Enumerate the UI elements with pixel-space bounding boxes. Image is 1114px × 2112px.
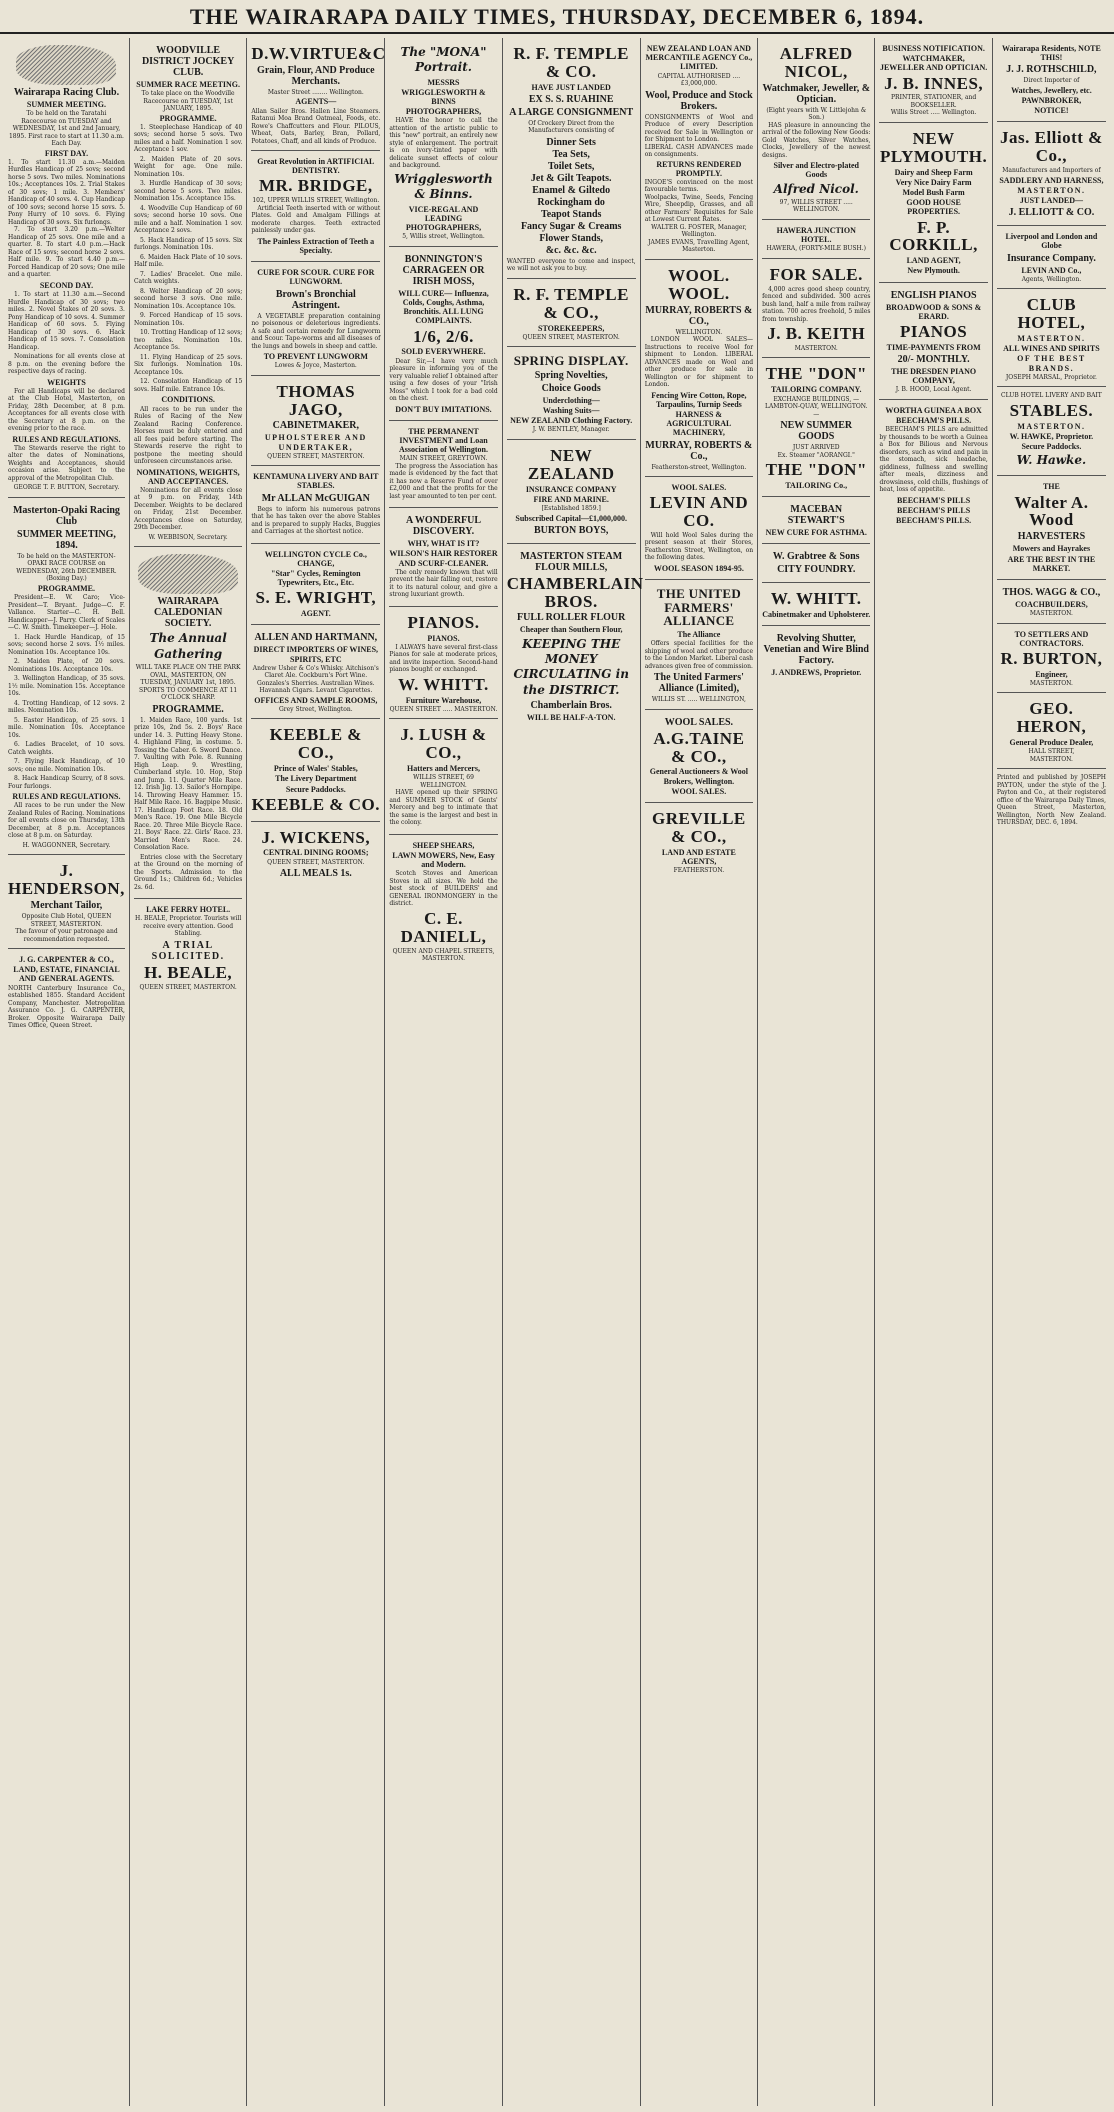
ad-spring-display: SPRING DISPLAY. Spring Novelties, Choice Goods Underclothing— Washing Suits— NEW ZEALAND Clothing Factory. J. W. BENTLEY, Manager.	[507, 347, 636, 440]
ad-hawera-hotel: HAWERA JUNCTION HOTEL. HAWERA, (FORTY-MILE BUSH.)	[762, 220, 870, 259]
column-7	[758, 38, 875, 2106]
newspaper-title: THE WAIRARAPA DAILY TIMES, THURSDAY, DECEMBER 6, 1894.	[189, 4, 925, 29]
ad-murray-roberts: WOOL. WOOL. MURRAY, ROBERTS & CO., WELLINGTON. LONDON WOOL SALES—Instructions to receive Wool for shipment to London. LIBERAL ADVANCES made on Wool and other produce for sale in Wellington or for shipment to London. Fencing Wire Cotton, Rope, Tarpaulins, Turnip Seeds HARNESS & AGRICULTURAL MACHINERY, MURRAY, ROBERTS & Co., Featherston-street, Wellington.	[645, 260, 753, 477]
ad-daniell-ironmongery: SHEEP SHEARS, LAWN MOWERS, New, Easy and Modern. Scotch Stoves and American Stoves in all sizes. We hold the best stock of BUILDERS' and GENERAL IRONMONGERY in the district. C. E. DANIELL, QUEEN AND CHAPEL STREETS, MASTERTON.	[389, 840, 498, 963]
column-5	[503, 38, 644, 2106]
ad-club-livery: CLUB HOTEL LIVERY AND BAIT STABLES. MASTERTON. W. HAWKE, Proprietor. Secure Paddocks. W. Hawke.	[997, 387, 1106, 476]
ad-andrews-blinds: Revolving Shutter, Venetian and Wire Blind Factory. J. ANDREWS, Proprietor.	[763, 633, 869, 678]
ad-beecham-pills: WORTHA GUINEA A BOX BEECHAM'S PILLS. BEECHAM'S PILLS are admitted by thousands to be worth a Guinea a Box for Bilious and Nervous disorders, such as wind and pain in the stomach, sick headache, giddiness, fullness and swelling after meals, dizziness and drowsiness, cold chills, flushings of heat, loss of appetite. BEECHAM'S PILLS BEECHAM'S PILLS BEECHAM'S PILLS.	[879, 405, 988, 526]
crockery-item: Rockingham do	[537, 196, 605, 208]
ad-temple-crockery: R. F. TEMPLE & CO. HAVE JUST LANDED EX S. S. RUAHINE A LARGE CONSIGNMENT Of Crockery Direct from the Manufacturers consisting of Dinner Sets Tea Sets, Toilet Sets, Jet & Gilt Teapots. Enamel & Giltedo Rockingham do Teapot Stands Fancy Sugar & Creams Flower Stands, &c. &c. &c. WANTED everyone to come and inspect, we will not ask you to buy.	[507, 38, 636, 279]
ad-allen-hartmann: ALLEN AND HARTMANN, DIRECT IMPORTERS OF WINES, SPIRITS, ETC Andrew Usher & Co's Whisky. Aitchison's Claret Ale. Cockburn's Port Wine. Gonzales's Sherries. Australian Wines. Havannah Cigars. Levant Cigarettes. OFFICES AND SAMPLE ROOMS, Grey Street, Wellington.	[251, 625, 380, 719]
ad-club-hotel: CLUB HOTEL, MASTERTON. ALL WINES AND SPIRITS OF THE BEST BRANDS. JOSEPH MARSAL, Proprietor.	[997, 289, 1106, 387]
ad-whitt-cabinetmaker: W. WHITT. Cabinetmaker and Upholsterer.	[762, 583, 870, 626]
ad-don-tailoring: THE "DON" TAILORING COMPANY. EXCHANGE BUILDINGS, —LAMBTON-QUAY, WELLINGTON.— NEW SUMMER GOODS JUST ARRIVED Ex. Steamer "AORANGI." THE "DON" TAILORING Co.,	[762, 358, 870, 497]
ad-wilson-hair: A WONDERFUL DISCOVERY. WHY, WHAT IS IT? WILSON'S HAIR RESTORER AND SCURF-CLEANER. The only remedy known that will prevent the hair falling out, restore it to its natural colour, and give a strong luxuriant growth.	[389, 508, 497, 607]
ad-title: Wairarapa Racing Club.	[13, 87, 120, 98]
ad-elliott-saddlery: Jas. Elliott & Co., Manufacturers and Importers of SADDLERY AND HARNESS, MASTERTON. JUST LANDED— J. ELLIOTT & CO.	[997, 122, 1106, 226]
ad-wairarapa-racing: Wairarapa Racing Club. SUMMER MEETING. To be held on the Taratahi Racecourse on TUESDAY and WEDNESDAY, 1st and 2nd January, 1895. First race to start at 11.30 a.m. Each Day. FIRST DAY. 1. To start 11.30 a.m.—Maiden Hurdles Handicap of 25 sovs; second horse 5 sovs. Two miles. Nominations 10s.; Acceptances 10s. 2. Trial Stakes of 30 sovs; 1 mile. 3. Members' Handicap of 40 sovs. 4. Cup Handicap of 100 sovs; second horse 15 sovs. 5. Pony Hurry of 10 sovs. 6. Flying Handicap of 30 sovs. Six furlongs. 7. To start 3.20 p.m.—Welter Handicap of 25 sovs. One mile and a quarter. 8. To start 4.0 p.m.—Hack Race of 15 sovs; second horse 2 sovs. Half mile. 9. To start 4.40 p.m.—Forced Handicap of 20 sovs; One mile and a quarter. SECOND DAY. 1. To start at 11.30 a.m.—Second Hurdle Handicap of 30 sovs; two miles. 2. Novel Stakes of 20 sovs. 3. Pony Handicap of 10 sovs. 4. Summer Handicap of 60 sovs. 5. Flying Handicap of 30 sovs. 6. Hack Handicap of 15 sovs. 7. Consolation Handicap. Nominations for all events close at 8 p.m. on the evening before the respective days of racing. WEIGHTS For all Handicaps will be declared at the Club Hotel, Masterton, on Friday, 28th December, at 8 p.m. Acceptances for all events close with the Secretary at 8 p.m. on the evening prior to the race. RULES AND REGULATIONS. The Stewards reserve the right to alter the dates of Nominations, Weights and Acceptances, should occasion arise. Subject to the approval of the Metropolitan Club. GEORGE T. F. BUTTON, Secretary.	[8, 38, 125, 498]
ad-burton-engineer: TO SETTLERS AND CONTRACTORS. R. BURTON, Engineer, MASTERTON.	[997, 624, 1106, 694]
advertiser-name: J. HENDERSON,	[8, 861, 125, 899]
column-9	[993, 38, 1110, 2106]
ad-wickens-dining: J. WICKENS, CENTRAL DINING ROOMS; QUEEN STREET, MASTERTON. ALL MEALS 1s.	[261, 827, 371, 880]
ad-lush-hatters: J. LUSH & CO., Hatters and Mercers, WILLIS STREET, 69 WELLINGTON. HAVE opened up their SPRING and SUMMER STOCK of Gents' Mercery and beg to intimate that the same is the largest and best in the colony.	[389, 719, 497, 834]
ad-lake-ferry-hotel: LAKE FERRY HOTEL. H. BEALE, Proprietor. Tourists will receive every attention. Good Stabling. A TRIAL SOLICITED. H. BEALE, QUEEN STREET, MASTERTON.	[134, 905, 242, 991]
ad-kentamuna-livery: KENTAMUNA LIVERY AND BAIT STABLES. Mr ALLAN McGUIGAN Begs to inform his numerous patrons that he has taken over the above Stables and is prepared to supply Hacks, Buggies and Carriages at the shortest notice.	[251, 466, 380, 543]
ad-caledonian-society: WAIRARAPA CALEDONIAN SOCIETY. The Annual Gathering WILL TAKE PLACE ON THE PARK OVAL, MASTERTON, ON TUESDAY, JANUARY 1st, 1895. SPORTS TO COMMENCE AT 11 O'CLOCK SHARP. PROGRAMME. 1. Maiden Race, 100 yards. 1st prize 10s, 2nd 5s. 2. Boys' Race under 14. 3. Putting Heavy Stone. 4. Highland Fling, in costume. 5. Tossing the Caber. 6. Sword Dance. 7. Vaulting with Pole. 8. Running High Leap. 9. Wrestling, Cumberland style. 10. Hop, Step and Jump. 11. Quarter Mile Race. 12. Irish Jig. 13. Sailor's Hornpipe. 14. Throwing Heavy Hammer. 15. Half Mile Race. 16. Bagpipe Music. 17. Handicap Foot Race. 18. Old Men's Race. 19. One Mile Bicycle Race. 20. Three Mile Bicycle Race. 21. Boys' Race. 22. Girls' Race. 23. Married Men's Race. 24. Consolation Race. Entries close with the Secretary at the Ground on the morning of the Sports. Admission to the Ground 1s.; Children 6d.; Vehicles 2s. 6d.	[134, 547, 242, 899]
column-2	[130, 38, 247, 2106]
crockery-item: Teapot Stands	[540, 208, 602, 220]
ad-nz-loan-mercantile: NEW ZEALAND LOAN AND MERCANTILE AGENCY Co., LIMITED. CAPITAL AUTHORISED .... £3,000,000. Wool, Produce and Stock Brokers. CONSIGNMENTS of Wool and Produce of every Description received for Sale in Wellington or for Shipment to London. LIBERAL CASH ADVANCES made on consignments. RETURNS RENDERED PROMPTLY. INGOE'S convinced on the most favourable terms. Woolpacks, Twine, Seeds, Fencing Wire, Sheepdip, Grasses, and all other Farmers' Requisites for Sale at Lowest Current Rates. WALTER G. FOSTER, Manager, Wellington. JAMES EVANS, Travelling Agent, Masterton.	[645, 38, 753, 260]
ad-crabtree-foundry: W. Grabtree & Sons CITY FOUNDRY.	[762, 544, 870, 583]
column-3	[247, 38, 385, 2106]
ad-mona-portrait: The "MONA" Portrait. MESSRS WRIGGLESWORTH & BINNS PHOTOGRAPHERS, HAVE the honor to call the attention of the artistic public to this "new" portrait, an entirely new style of enlargement. The portrait is on ivory-tinted paper with delicate sunset effects of colour and background. Wrigglesworth & Binns. VICE-REGAL AND LEADING PHOTOGRAPHERS, 5, Willis street, Wellington.	[389, 38, 497, 247]
ad-pianos: PIANOS. PIANOS. I ALWAYS have several first-class Pianos for sale at moderate prices, and invite inspection. Second-hand pianos bought or exchanged. W. WHITT. Furniture Warehouse, QUEEN STREET ..... MASTERTON.	[389, 607, 497, 720]
crockery-item: &c. &c. &c.	[545, 244, 597, 256]
ad-browns-bronchial: CURE FOR SCOUR. CURE FOR LUNGWORM. Brown's Bronchial Astringent. A VEGETABLE preparation containing no poisonous or deleterious ingredients. A safe and certain remedy for Lungworm and Scour. Tape-worms and all diseases of the lungs and bowels in sheep and cattle. TO PREVENT LUNGWORM Lowes & Joyce, Masterton.	[251, 262, 380, 376]
ad-heron-produce: GEO. HERON, General Produce Dealer, HALL STREET, MASTERTON.	[997, 693, 1106, 769]
ad-imprint	[997, 769, 1106, 832]
ad-walter-wood: THE Walter A. Wood HARVESTERS Mowers and Hayrakes ARE THE BEST IN THE MARKET.	[997, 476, 1106, 579]
ad-chamberlain-flour: MASTERTON STEAM FLOUR MILLS, CHAMBERLAIN BROS. FULL ROLLER FLOUR Cheaper than Southern Flour, KEEPING THE MONEY CIRCULATING in the DISTRICT. Chamberlain Bros. WILL BE HALF-A-TON.	[506, 550, 644, 723]
ad-for-sale: FOR SALE. 4,000 acres good sheep country, fenced and subdivided. 300 acres bush land, half a mile from railway station. 700 acres freehold, 5 miles from township. J. B. KEITH MASTERTON.	[762, 259, 870, 359]
ad-wellington-cycle: WELLINGTON CYCLE Co., CHANGE, "Star" Cycles, Remington Typewriters, Etc., Etc. S. E. WRIGHT, AGENT.	[251, 544, 380, 626]
ad-innes-business: BUSINESS NOTIFICATION. WATCHMAKER, JEWELLER AND OPTICIAN. J. B. INNES, PRINTER, STATIONER, and BOOKSELLER. Willis Street ..... Wellington.	[879, 38, 987, 123]
crockery-list	[507, 137, 636, 256]
crockery-item: Flower Stands,	[539, 232, 604, 244]
ad-masterton-opaki-racing: Masterton-Opaki Racing Club SUMMER MEETING, 1894. To be held on the MASTERTON-OPAKI RACE COURSE on WEDNESDAY, 26th DECEMBER. (Boxing Day.) PROGRAMME. President—E. W. Caro; Vice-President—T. Bryant. Judge—C. F. Vallance. Starter—C. H. Bell. Handicapper—J. Parry. Clerk of Scales—C. W. Smith. Timekeeper—J. Hole. 1. Hack Hurdle Handicap, of 15 sovs; second horse 2 sovs. 1½ miles. Nomination 10s. Acceptance 10s. 2. Maiden Plate, of 20 sovs. Nominations 10s. Acceptance 10s. 3. Wellington Handicap, of 35 sovs. 1½ mile. Nomination 15s. Acceptance 10s. 4. Trotting Handicap, of 12 sovs. 2 miles. Nomination 10s. 5. Easter Handicap, of 25 sovs. 1 mile. Nomination 10s. Acceptance 10s. 6. Ladies Bracelet, of 10 sovs. Catch weights. 7. Flying Hack Handicap, of 10 sovs; one mile. Nomination 10s. 8. Hack Handicap Scurry, of 8 sovs. Four furlongs. RULES AND REGULATIONS. All races to be run under the New Zealand Rules of Racing. Nominations for all events close on Thursday, 13th December, at 8 p.m. Acceptances close at 8 p.m. on Saturday. H. WAGGONNER, Secretary.	[8, 498, 125, 855]
ad-wagg-coachbuilders: THOS. WAGG & CO., COACHBUILDERS, MASTERTON.	[997, 580, 1106, 624]
ad-permanent-investment: THE PERMANENT INVESTMENT and Loan Association of Wellington. MAIN STREET, GREYTOWN. The progress the Association has made is evidenced by the fact that it has now a Reserve Fund of over £2,000 and that the profits for the last year amounted to ten per cent.	[389, 421, 497, 509]
ad-bridge-dentistry: Great Revolution in ARTIFICIAL DENTISTRY. MR. BRIDGE, 102, UPPER WILLIS STREET, Wellington. Artificial Teeth inserted with or without Plates. Gold and Amalgam Fillings at moderate charges. Teeth extracted painlessly under gas. The Painless Extraction of Teeth a Specialty.	[251, 151, 380, 262]
ad-jago-cabinetmaker: THOMAS JAGO, CABINETMAKER, UPHOLSTERER AND UNDERTAKER, QUEEN STREET, MASTERTON.	[251, 376, 380, 467]
ad-english-pianos: ENGLISH PIANOS BROADWOOD & SONS & ERARD. PIANOS TIME-PAYMENTS FROM 20/- MONTHLY. THE DRESDEN PIANO COMPANY, J. B. HOOD, Local Agent.	[879, 283, 987, 400]
ad-virtue-grain: D.W.VIRTUE&C Grain, Flour, AND Produce Merchants. Master Street ........ Wellington. AGENTS— Allan Sailer Bros. Hallen Line Steamers. Ratanui Moa Brand Oatmeal, Foods, etc. Rowe's Chaffcutters and Flour. PILOUS, Wheat, Oats, Barley, Bran, Pollard, Potatoes, Chaff, and all kinds of Produce.	[251, 38, 380, 151]
ad-levin-wool: WOOL SALES. LEVIN AND CO. Will hold Wool Sales during the present season at their Stores, Featherston Street, Wellington, on the following dates. WOOL SEASON 1894-95.	[645, 477, 753, 580]
ad-rothschild-pawnbroker: Wairarapa Residents, NOTE THIS! J. J. ROTHSCHILD, Direct Importer of Watches, Jewellery, etc. PAWNBROKER, NOTICE!	[997, 38, 1106, 122]
ad-nicol-watchmaker: ALFRED NICOL, Watchmaker, Jeweller, & Optician. (Eight years with W. Littlejohn & Son.) HAS pleasure in announcing the arrival of the following New Goods: Gold Watches, Silver Watches, Clocks, Jewellery of the newest designs. Silver and Electro-plated Goods Alfred Nicol. 97, WILLIS STREET ..... WELLINGTON.	[762, 38, 870, 220]
ad-carpenter-agents: J. G. CARPENTER & CO., LAND, ESTATE, FINANCIAL AND GENERAL AGENTS. NORTH Canterbury Insurance Co., established 1855. Standard Accident Company, Manchester. Metropolitan Assurance Co. J. G. CARPENTER, Broker. Opposite Wairarapa Daily Times Office, Queen Street.	[8, 955, 125, 1030]
ad-new-plymouth-farms: NEW PLYMOUTH. Dairy and Sheep Farm Very Nice Dairy Farm Model Bush Farm GOOD HOUSE PROPERTIES. F. P. CORKILL, LAND AGENT, New Plymouth.	[879, 123, 987, 283]
column-6	[641, 38, 758, 2106]
crockery-item: Enamel & Giltedo	[532, 184, 611, 196]
ad-taine-wool: WOOL SALES. A.G.TAINE & CO., General Auctioneers & Wool Brokers, Wellington. WOOL SALES.	[645, 710, 753, 803]
ad-nz-insurance: NEW ZEALAND INSURANCE COMPANY FIRE AND MARINE. [Established 1859.] Subscribed Capital—£1,000,000. BURTON BOYS,	[507, 440, 636, 544]
column-8	[875, 38, 992, 2106]
ad-temple-storekeepers: R. F. TEMPLE & CO., STOREKEEPERS, QUEEN STREET, MASTERTON.	[507, 279, 636, 347]
ad-woodville-jockey: WOODVILLE DISTRICT JOCKEY CLUB. SUMMER RACE MEETING. To take place on the Woodville Racecourse on TUESDAY, 1st JANUARY, 1895. PROGRAMME. 1. Steeplechase Handicap of 40 sovs; second horse 5 sovs. Two miles and a half. Nomination 1 sov. Acceptance 1 sov. 2. Maiden Plate of 20 sovs. Weight for age. One mile. Nomination 10s. 3. Hurdle Handicap of 30 sovs; second horse 5 sovs. Two miles. Nomination 15s. Acceptance 15s. 4. Woodville Cup Handicap of 60 sovs; second horse 10 sovs. One mile and a half. Nomination 1 sov. Acceptance 2 sovs. 5. Hack Handicap of 15 sovs. Six furlongs. Nomination 10s. 6. Maiden Hack Plate of 10 sovs. Half mile. 7. Ladies' Bracelet. One mile. Catch weights. 8. Welter Handicap of 20 sovs; second horse 3 sovs. One mile. Nomination 10s. Acceptance 10s. 9. Forced Handicap of 15 sovs. Nomination 10s. 10. Trotting Handicap of 12 sovs; two miles. Nomination 10s. Acceptance 5s. 11. Flying Handicap of 25 sovs. Six furlongs. Nomination 10s. Acceptance 10s. 12. Consolation Handicap of 15 sovs. Half mile. Entrance 10s. CONDITIONS. All races to be run under the Rules of Racing of the New Zealand Racing Conference. Horses must be duly entered and all fees paid before starting. The Stewards reserve the right to postpone the meeting should unforeseen circumstances arise. NOMINATIONS, WEIGHTS, AND ACCEPTANCES. Nominations for all events close at 9 p.m. on Friday, 14th December. Weights to be declared on Friday, 21st December. Acceptances close on Saturday, 29th December. W. WEBBISON, Secretary.	[134, 38, 242, 547]
ad-bonnington-irish-moss: BONNINGTON'S CARRAGEEN OR IRISH MOSS, WILL CURE— Influenza, Colds, Coughs, Asthma, Bronchitis. ALL LUNG COMPLAINTS. 1/6, 2/6. SOLD EVERYWHERE. Dear Sir,—I have very much pleasure in informing you of the very valuable relief I obtained after using a few doses of your "Irish Moss" which I took for a bad cold on the chest. DON'T BUY IMITATIONS.	[389, 247, 497, 421]
masthead	[0, 0, 1114, 34]
ad-keeble-stables: KEEBLE & CO., Prince of Wales' Stables, The Livery Department Secure Paddocks. KEEBLE & CO.	[251, 719, 380, 821]
racehorse-engraving-icon	[16, 45, 116, 85]
crockery-item: Tea Sets,	[552, 148, 590, 160]
crockery-item: Dinner Sets	[546, 136, 596, 148]
crockery-item: Jet & Gilt Teapots.	[530, 172, 612, 184]
crockery-item: Toilet Sets,	[548, 160, 595, 172]
column-4	[385, 38, 502, 2106]
column-1	[4, 38, 130, 2106]
newspaper-page	[4, 38, 1110, 2106]
crockery-item: Fancy Sugar & Creams	[520, 220, 622, 232]
ad-united-farmers: THE UNITED FARMERS' ALLIANCE The Alliance Offers special facilities for the shipping of wool and other produce to the London Market. Liberal cash advances given free of commission. The United Farmers' Alliance (Limited), WILLIS ST. ..... WELLINGTON,	[645, 580, 753, 710]
ad-henderson-tailor: J. HENDERSON, Merchant Tailor, Opposite Club Hotel, QUEEN STREET, MASTERTON. The favour of your patronage and recommendation requested.	[8, 855, 125, 949]
ad-greville-land: GREVILLE & CO., LAND AND ESTATE AGENTS, FEATHERSTON.	[652, 808, 746, 875]
ad-maceban-asthma: MACEBAN STEWART'S NEW CURE FOR ASTHMA.	[762, 497, 870, 544]
printer-imprint: Printed and published by JOSEPH PAYTON, under the style of the J. Payton and Co., at their registered office of the Wairarapa Daily Times, Queen Street, Masterton, Wellington, North New Zealand. THURSDAY, DEC. 6, 1894.	[996, 774, 1107, 827]
caledonian-crest-icon	[138, 554, 238, 594]
ad-liverpool-insurance: Liverpool and London and Globe Insurance Company. LEVIN AND Co., Agents, Wellington.	[997, 226, 1106, 289]
